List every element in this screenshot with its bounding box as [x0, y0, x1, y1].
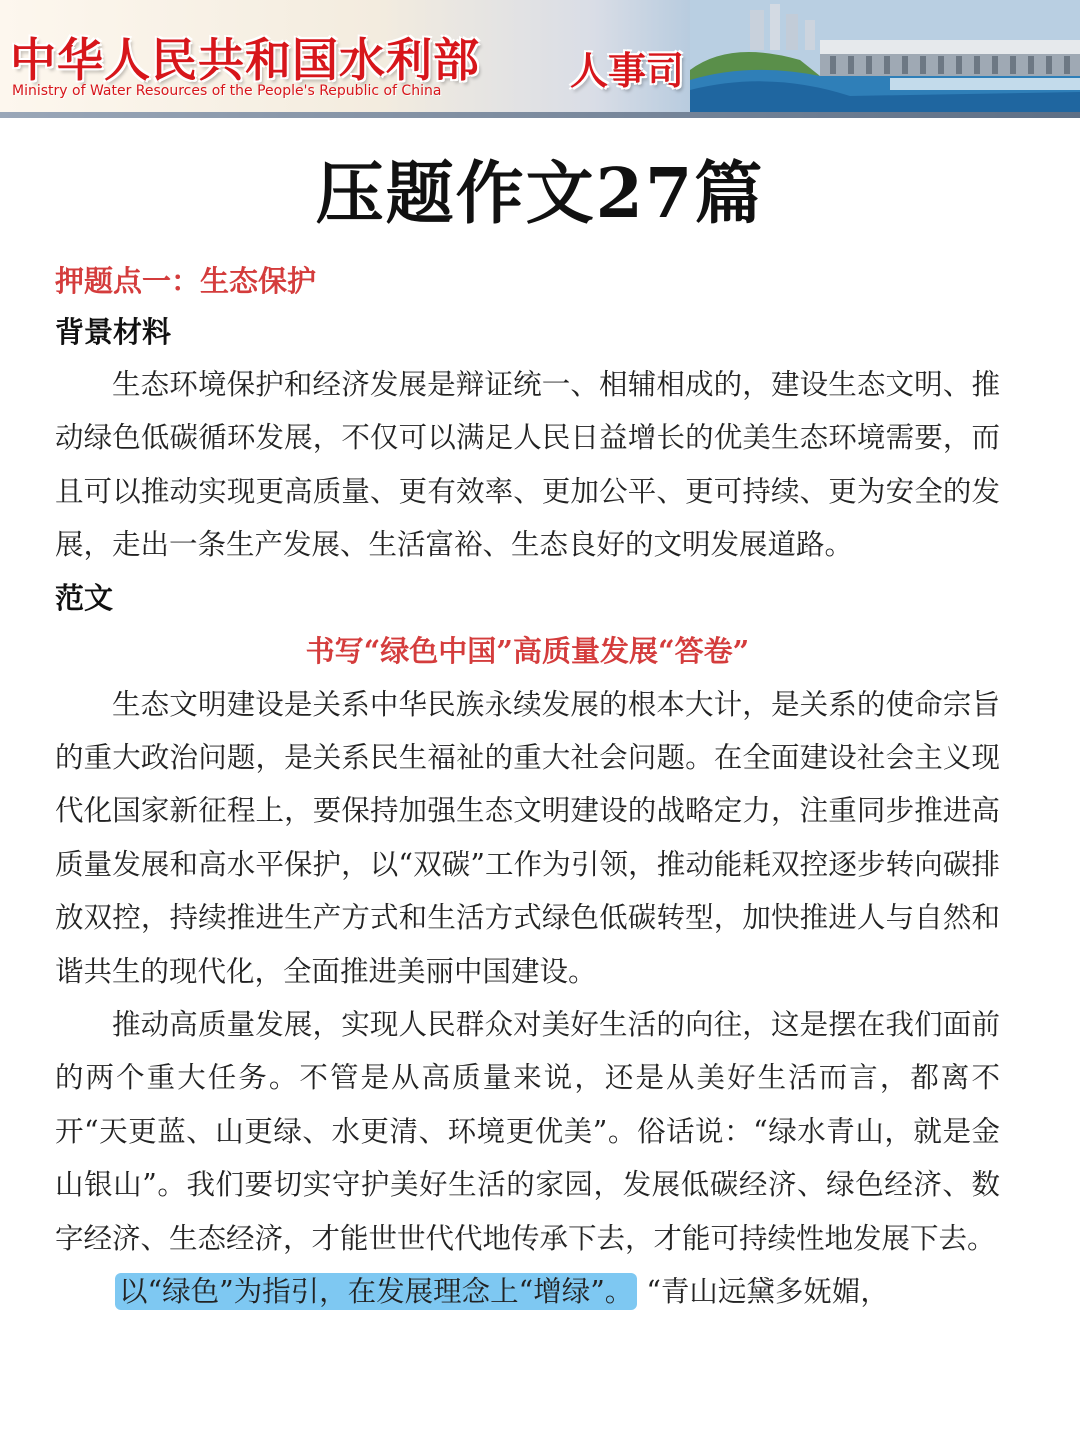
- department-name: 人事司: [570, 49, 685, 93]
- dam-landscape-image: [690, 0, 1080, 112]
- ministry-english-name: Ministry of Water Resources of the People's Republic of China: [12, 83, 442, 99]
- page-title: 压题作文27篇: [315, 154, 765, 234]
- header-banner: [0, 0, 1080, 118]
- banner-divider: [0, 112, 1080, 118]
- essay-title: 书写“绿色中国”高质量发展“答卷”: [305, 633, 750, 668]
- essay-paragraph-2: 推动高质量发展，实现人民群众对美好生活的向往，这是摆在我们面前的两个重大任务。不管是从高质量来说，还是从美好生活而言，都离不开“天更蓝、山更绿、水更清、环境更优美”。俗话说：“绿水青山，就是金山银山”。我们要切实守护美好生活的家园，发展低碳经济、绿色经济、数字经济、生态经济，才能世世代代地传承下去，才能可持续性地发展下去。: [55, 1008, 1000, 1255]
- essay-heading: 范文: [55, 580, 114, 615]
- essay-paragraph-3: [55, 1265, 1000, 1318]
- section-heading: 押题点一：生态保护: [55, 264, 317, 298]
- essay-paragraph-1: 生态文明建设是关系中华民族永续发展的根本大计，是关系的使命宗旨的重大政治问题，是关系民生福祉的重大社会问题。在全面建设社会主义现代化国家新征程上，要保持加强生态文明建设的战略定力，注重同步推进高质量发展和高水平保护，以“双碳”工作为引领，推动能耗双控逐步转向碳排放双控，持续推进生产方式和生活方式绿色低碳转型，加快推进人与自然和谐共生的现代化，全面推进美丽中国建设。: [55, 687, 1000, 988]
- background-heading: 背景材料: [55, 315, 172, 349]
- background-paragraph: 生态环境保护和经济发展是辩证统一、相辅相成的，建设生态文明、推动绿色低碳循环发展，不仅可以满足人民日益增长的优美生态环境需要，而且可以推动实现更高质量、更有效率、更加公平、更可持续、更为安全的发展，走出一条生产发展、生活富裕、生态良好的文明发展道路。: [55, 368, 1000, 562]
- document-body: [55, 256, 1000, 1319]
- ministry-title: 中华人民共和国水利部: [10, 33, 480, 87]
- paragraph-continuation: “青山远黛多妩媚，: [646, 1275, 889, 1309]
- highlighted-sentence: 以“绿色”为指引，在发展理念上“增绿”。: [115, 1273, 637, 1310]
